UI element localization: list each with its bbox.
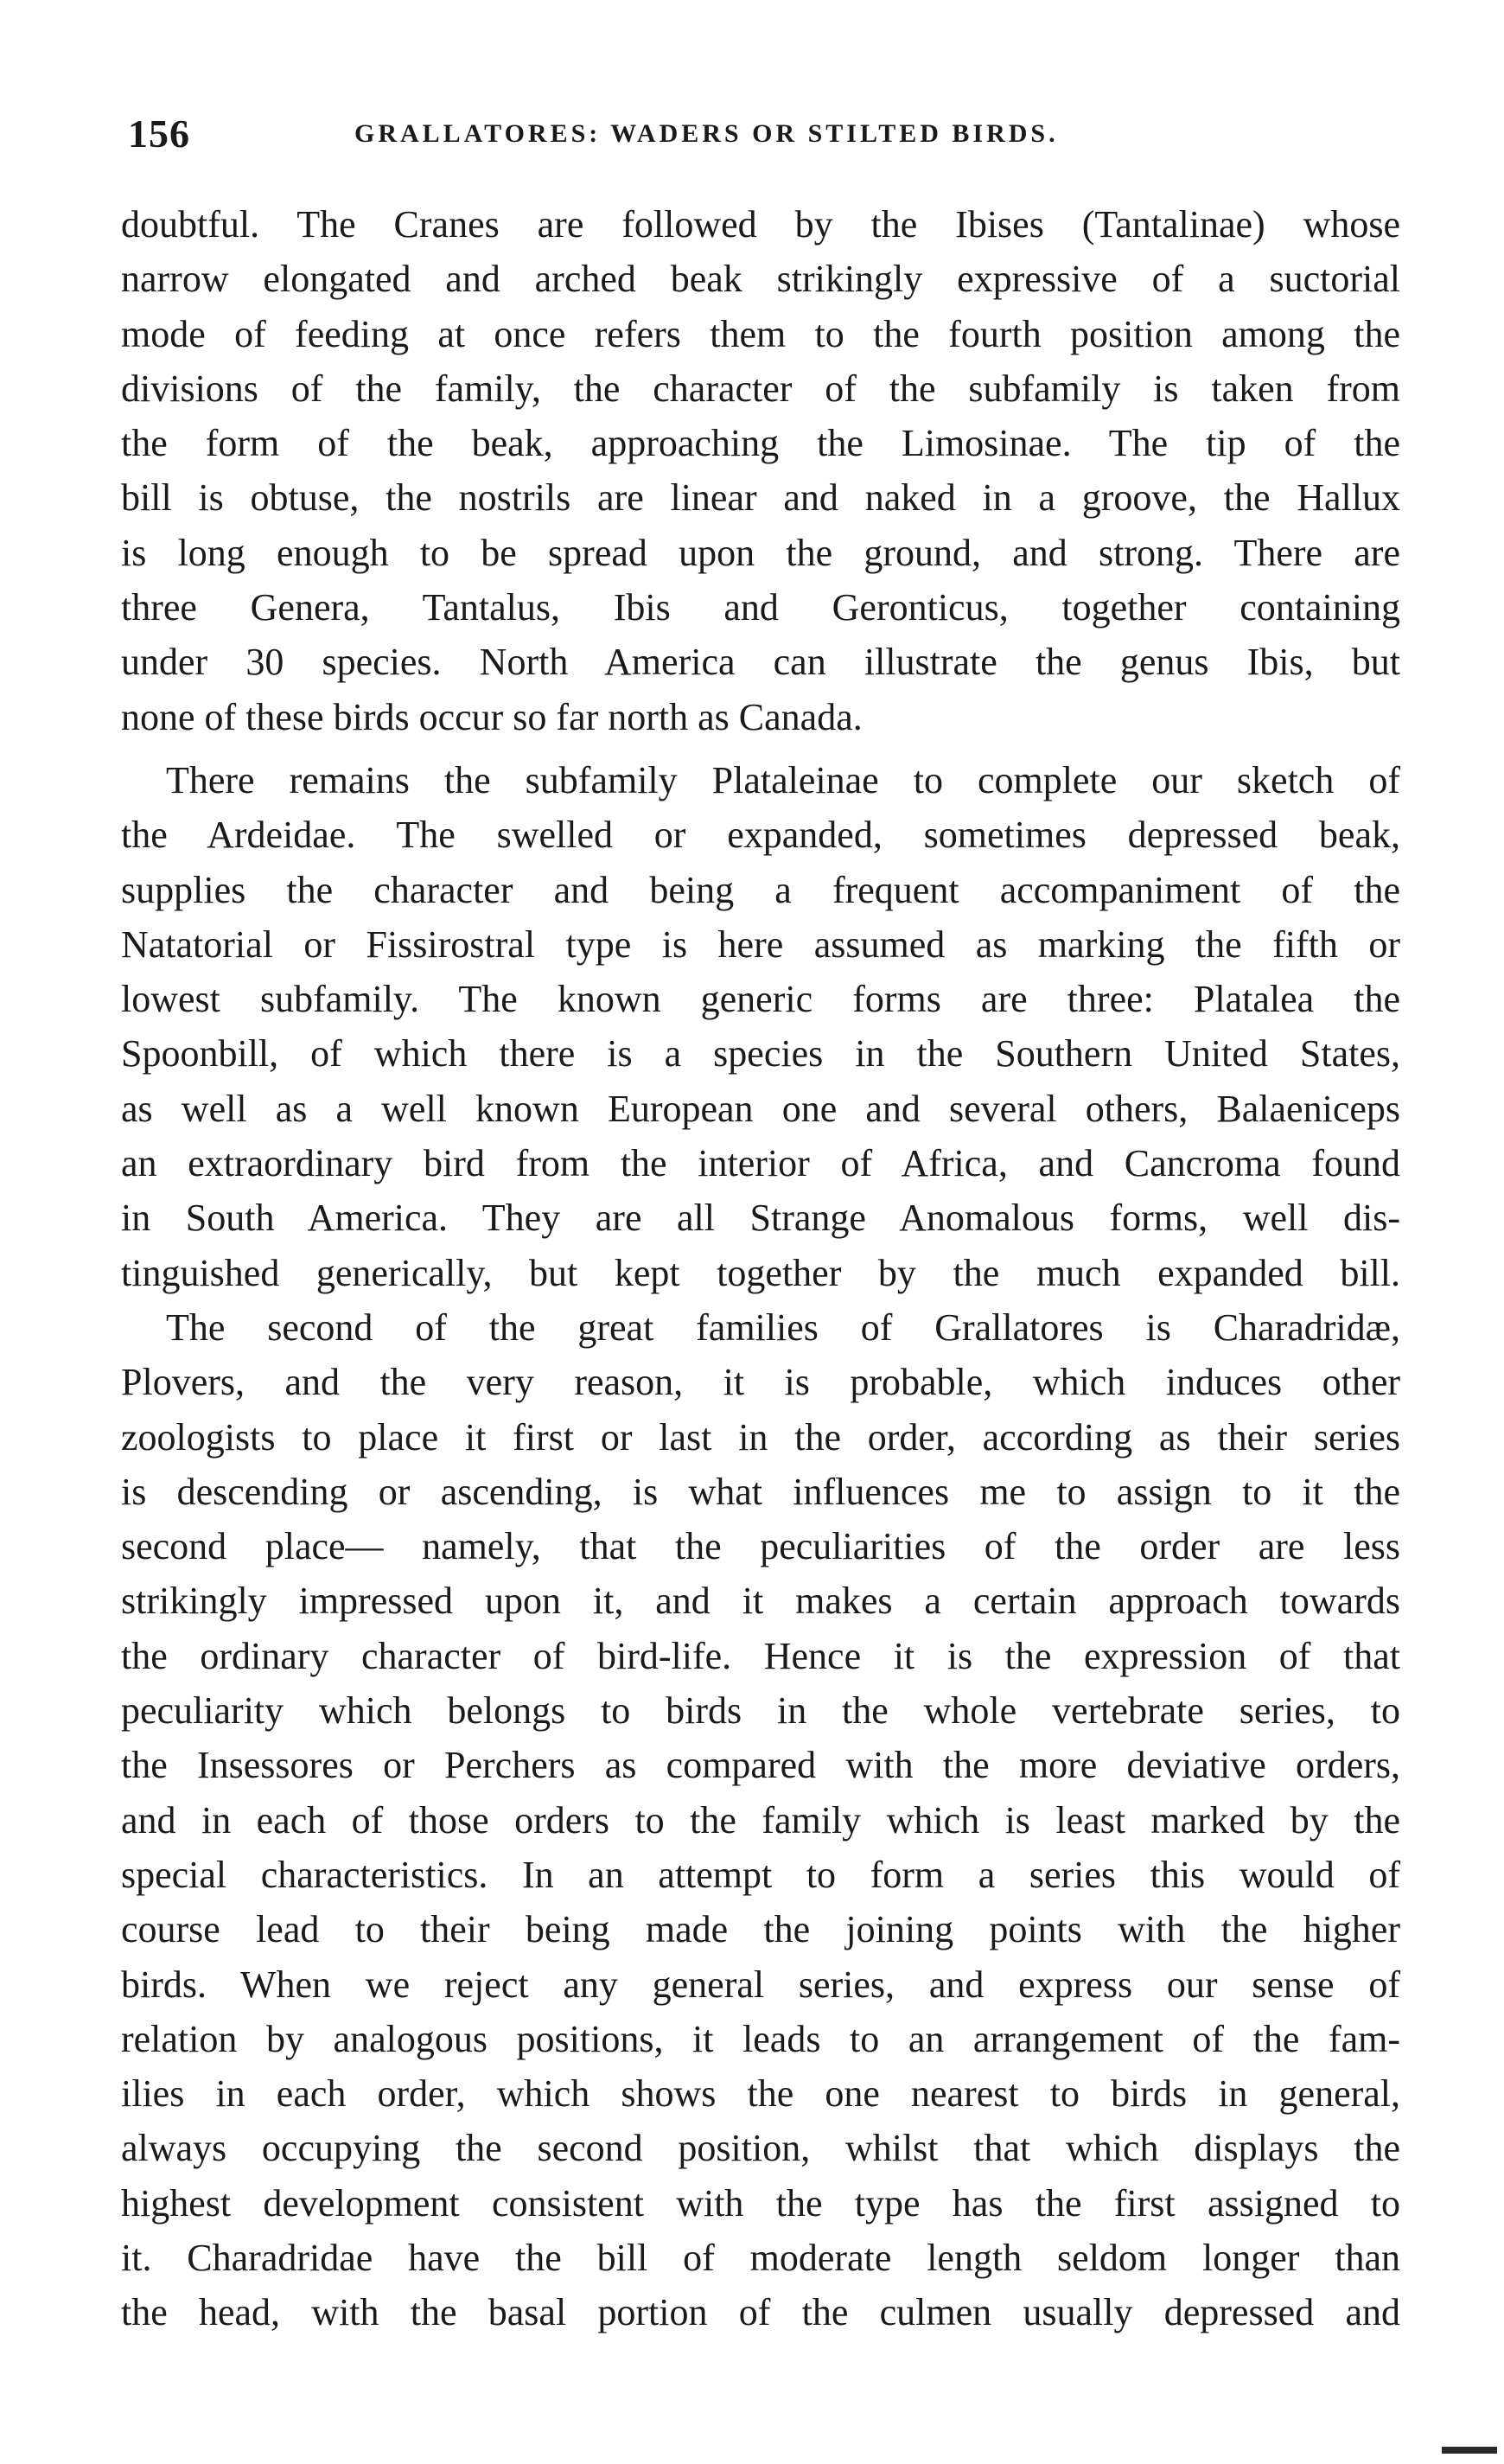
text-line: Spoonbill, of which there is a species in the Southern United States,	[121, 1032, 1400, 1076]
paragraph-ibises	[121, 197, 1400, 744]
text-line: an extraordinary bird from the interior of Africa, and Cancroma found	[121, 1142, 1400, 1185]
text-line: birds. When we reject any general series, and express our sense of	[121, 1963, 1400, 2006]
text-line: tinguished generically, but kept together by the much expanded bill.	[121, 1251, 1400, 1294]
text-line: is long enough to be spread upon the ground, and strong. There are	[121, 531, 1400, 574]
scan-corner-mark	[1442, 2447, 1497, 2454]
text-line: the ordinary character of bird-life. Hence it is the expression of that	[121, 1634, 1400, 1677]
text-line: the Ardeidae. The swelled or expanded, sometimes depressed beak,	[121, 814, 1400, 857]
text-line: in South America. They are all Strange Anomalous forms, well dis-	[121, 1197, 1400, 1240]
text-line: and in each of those orders to the family which is least marked by the	[121, 1798, 1400, 1842]
text-line: special characteristics. In an attempt to form a series this would of	[121, 1853, 1400, 1896]
text-line: There remains the subfamily Plataleinae to complete our sketch of	[166, 758, 1400, 801]
text-line: ilies in each order, which shows the one nearest to birds in general,	[121, 2072, 1400, 2116]
paragraph-gap	[121, 744, 1400, 753]
text-line: the head, with the basal portion of the culmen usually depressed and	[121, 2291, 1400, 2334]
text-line: lowest subfamily. The known generic forms are three: Platalea the	[121, 978, 1400, 1021]
text-line: Natatorial or Fissirostral type is here assumed as marking the fifth or	[121, 922, 1400, 966]
body-text	[121, 197, 1400, 2340]
text-line: The second of the great families of Grallatores is Charadridæ,	[166, 1305, 1400, 1349]
text-line: supplies the character and being a frequent accompaniment of the	[121, 868, 1400, 911]
text-line: second place— namely, that the peculiarities of the order are less	[121, 1525, 1400, 1568]
text-line: doubtful. The Cranes are followed by the Ibises (Tantalinae) whose	[121, 203, 1400, 246]
text-line: course lead to their being made the joining points with the higher	[121, 1908, 1400, 1951]
text-line: none of these birds occur so far north as Canada.	[121, 695, 863, 738]
text-line: narrow elongated and arched beak strikingly expressive of a suctorial	[121, 258, 1400, 301]
text-line: Plovers, and the very reason, it is probable, which induces other	[121, 1361, 1400, 1404]
text-line: under 30 species. North America can illustrate the genus Ibis, but	[121, 641, 1400, 684]
text-line: bill is obtuse, the nostrils are linear and naked in a groove, the Hallux	[121, 476, 1400, 520]
text-line: mode of feeding at once refers them to the fourth position among the	[121, 312, 1400, 355]
text-line: always occupying the second position, whilst that which displays the	[121, 2127, 1400, 2170]
text-line: zoologists to place it first or last in the order, according as their series	[121, 1415, 1400, 1459]
text-line: three Genera, Tantalus, Ibis and Geronticus, together containing	[121, 586, 1400, 629]
text-line: the Insessores or Perchers as compared with the more deviative orders,	[121, 1744, 1400, 1787]
text-line: divisions of the family, the character of the subfamily is taken from	[121, 367, 1400, 410]
paragraph-charadridae	[121, 1300, 1400, 2340]
text-line: peculiarity which belongs to birds in the whole vertebrate series, to	[121, 1689, 1400, 1733]
running-head: GRALLATORES: WADERS OR STILTED BIRDS.	[354, 119, 1059, 148]
text-line: highest development consistent with the type has the first assigned to	[121, 2181, 1400, 2225]
text-line: the form of the beak, approaching the Limosinae. The tip of the	[121, 422, 1400, 465]
text-line: strikingly impressed upon it, and it makes a certain approach towards	[121, 1580, 1400, 1623]
text-line: relation by analogous positions, it leads to an arrangement of the fam-	[121, 2017, 1400, 2060]
text-line: as well as a well known European one and several others, Balaeniceps	[121, 1087, 1400, 1130]
paragraph-plataleinae	[121, 753, 1400, 1300]
page-header	[128, 111, 1407, 163]
page-number: 156	[128, 112, 190, 156]
text-line: it. Charadridae have the bill of moderate length seldom longer than	[121, 2236, 1400, 2279]
text-line: is descending or ascending, is what influences me to assign to it the	[121, 1470, 1400, 1513]
